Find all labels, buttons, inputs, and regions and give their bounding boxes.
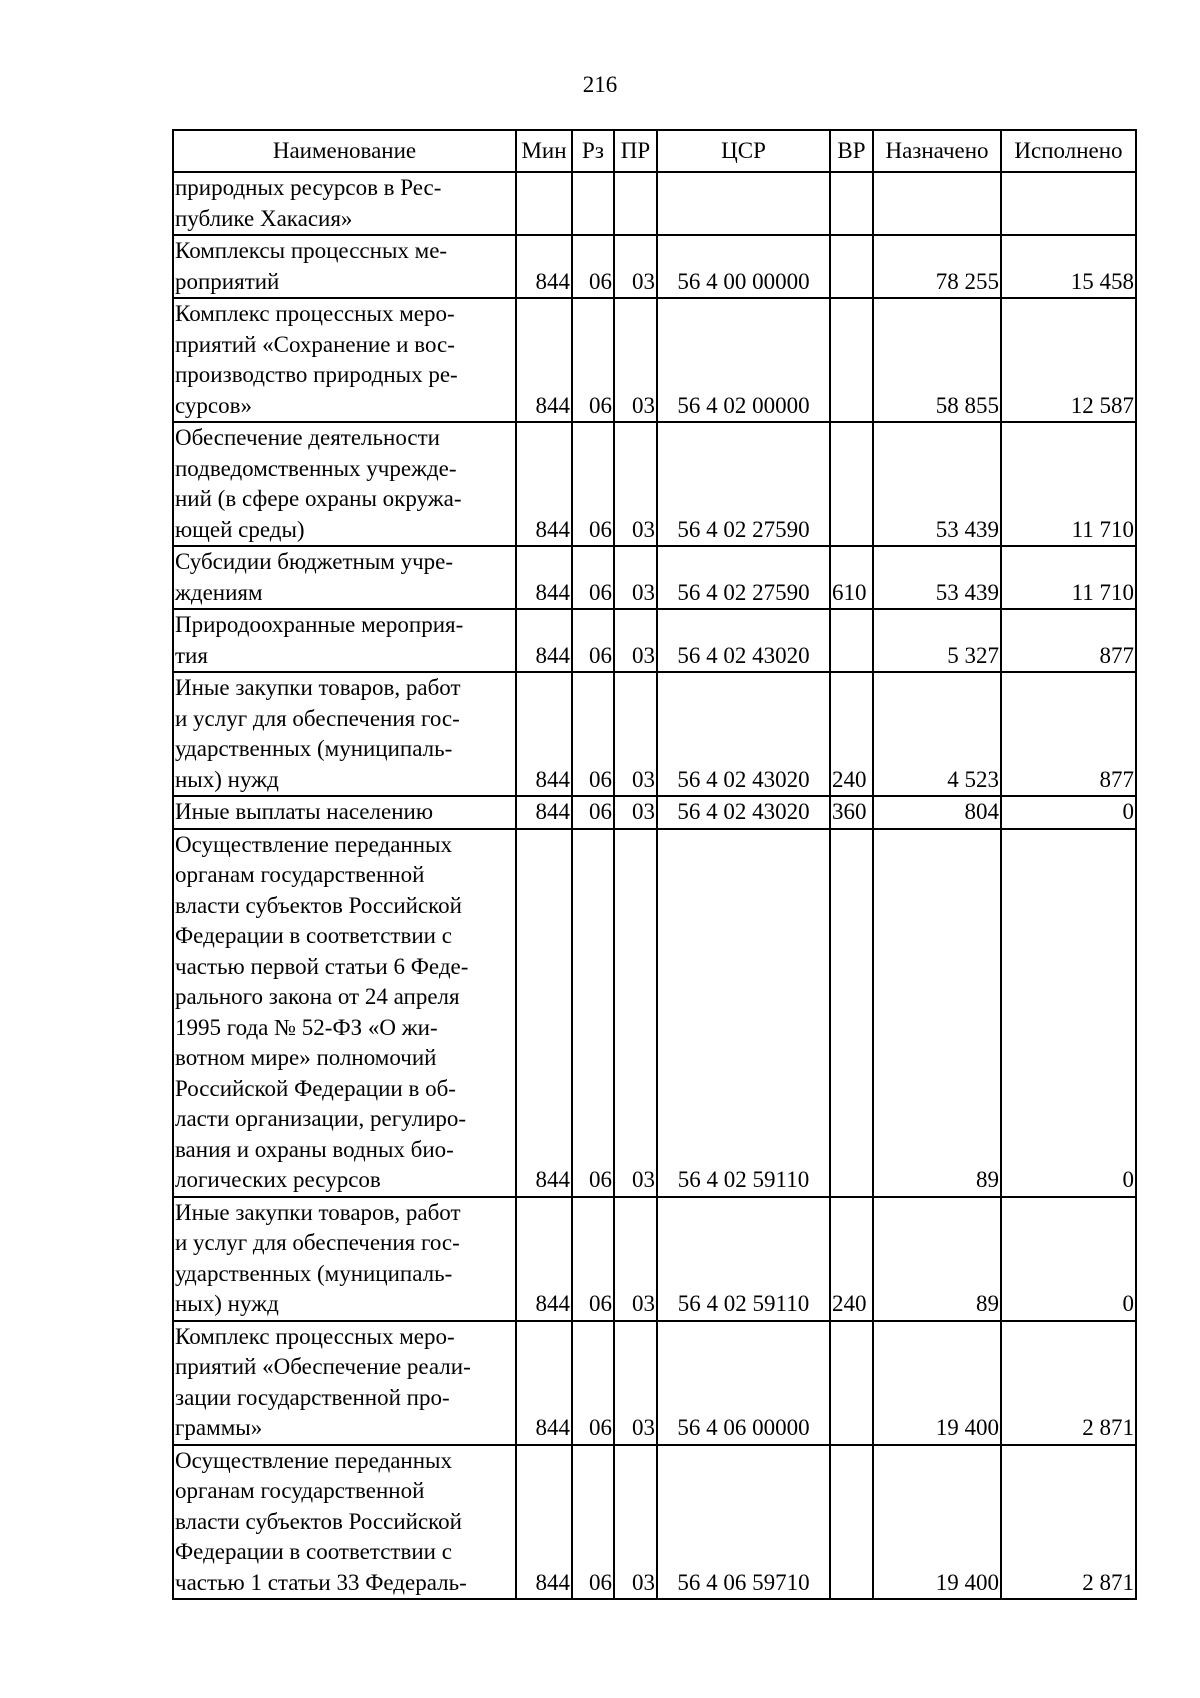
cell-assigned: 89 bbox=[873, 1197, 1001, 1321]
name-line: Природоохранные мероприя- bbox=[175, 612, 464, 637]
page-number: 216 bbox=[582, 72, 618, 97]
name-line: ударственных (муниципаль- bbox=[175, 736, 453, 761]
cell-executed: 15 458 bbox=[1001, 235, 1136, 298]
name-line: Комплекс процессных меро- bbox=[175, 1323, 455, 1349]
name-line: ний (в сфере охраны окружа- bbox=[175, 486, 462, 511]
cell-min: 844 bbox=[516, 298, 572, 422]
name-line: тия bbox=[175, 642, 208, 668]
cell-name bbox=[173, 1445, 516, 1600]
cell-name bbox=[173, 1197, 516, 1321]
cell-executed: 0 bbox=[1001, 1197, 1136, 1321]
header-csr: ЦСР bbox=[657, 130, 830, 172]
cell-vr: 610 bbox=[830, 546, 873, 609]
name-line: Иные закупки товаров, работ bbox=[175, 675, 461, 700]
cell-min: 844 bbox=[516, 829, 572, 1197]
cell-pr: 03 bbox=[614, 609, 657, 672]
cell-csr: 56 4 02 27590 bbox=[657, 422, 830, 546]
cell-rz: 06 bbox=[572, 235, 614, 298]
cell-csr: 56 4 02 59110 bbox=[657, 829, 830, 1197]
cell-rz: 06 bbox=[572, 672, 614, 796]
cell-executed: 2 871 bbox=[1001, 1445, 1136, 1600]
cell-pr: 03 bbox=[614, 796, 657, 829]
cell-executed: 877 bbox=[1001, 609, 1136, 672]
name-line: Федерации в соответствии с bbox=[175, 923, 452, 948]
cell-rz bbox=[572, 172, 614, 235]
table-row bbox=[173, 796, 1136, 829]
cell-assigned: 78 255 bbox=[873, 235, 1001, 298]
name-line: и услуг для обеспечения гос- bbox=[175, 705, 460, 731]
cell-pr: 03 bbox=[614, 546, 657, 609]
name-line: ждениям bbox=[175, 579, 263, 605]
cell-vr bbox=[830, 298, 873, 422]
cell-min bbox=[516, 172, 572, 235]
name-line: вотном мире» полномочий bbox=[175, 1045, 437, 1070]
cell-min: 844 bbox=[516, 235, 572, 298]
name-line: приятий «Обеспечение реали- bbox=[175, 1354, 471, 1379]
cell-csr: 56 4 06 00000 bbox=[657, 1321, 830, 1445]
cell-rz: 06 bbox=[572, 609, 614, 672]
name-line: и услуг для обеспечения гос- bbox=[175, 1230, 460, 1255]
cell-name bbox=[173, 796, 516, 829]
name-line: граммы» bbox=[175, 1415, 263, 1440]
cell-vr bbox=[830, 422, 873, 546]
cell-executed: 12 587 bbox=[1001, 298, 1136, 422]
cell-min: 844 bbox=[516, 672, 572, 796]
table-row bbox=[173, 235, 1136, 298]
cell-assigned bbox=[873, 172, 1001, 235]
cell-assigned: 53 439 bbox=[873, 546, 1001, 609]
cell-executed: 0 bbox=[1001, 829, 1136, 1197]
name-line: частью первой статьи 6 Феде- bbox=[175, 953, 469, 979]
name-line: ных) нужд bbox=[175, 766, 279, 792]
cell-pr: 03 bbox=[614, 298, 657, 422]
name-line: Российской Федерации в об- bbox=[175, 1075, 456, 1101]
cell-assigned: 19 400 bbox=[873, 1321, 1001, 1445]
header-vr: ВР bbox=[830, 130, 873, 172]
cell-min: 844 bbox=[516, 1197, 572, 1321]
name-line: рального закона от 24 апреля bbox=[175, 984, 460, 1009]
cell-rz: 06 bbox=[572, 422, 614, 546]
cell-pr bbox=[614, 172, 657, 235]
name-line: ющей среды) bbox=[175, 516, 305, 542]
cell-csr: 56 4 02 43020 bbox=[657, 609, 830, 672]
cell-pr: 03 bbox=[614, 235, 657, 298]
cell-rz: 06 bbox=[572, 1445, 614, 1600]
cell-pr: 03 bbox=[614, 829, 657, 1197]
cell-min: 844 bbox=[516, 546, 572, 609]
table-row bbox=[173, 672, 1136, 796]
name-line: частью 1 статьи 33 Федераль- bbox=[175, 1569, 467, 1595]
cell-name bbox=[173, 829, 516, 1197]
name-line: подведомственных учрежде- bbox=[175, 455, 457, 481]
cell-name bbox=[173, 1321, 516, 1445]
cell-name bbox=[173, 609, 516, 672]
cell-rz: 06 bbox=[572, 1197, 614, 1321]
name-line: зации государственной про- bbox=[175, 1384, 450, 1410]
cell-executed: 2 871 bbox=[1001, 1321, 1136, 1445]
cell-pr: 03 bbox=[614, 672, 657, 796]
name-line: производство природных ре- bbox=[175, 362, 458, 387]
cell-rz: 06 bbox=[572, 546, 614, 609]
name-line: роприятий bbox=[175, 268, 280, 294]
name-line: Комплекс процессных меро- bbox=[175, 301, 455, 326]
cell-pr: 03 bbox=[614, 1197, 657, 1321]
table-row bbox=[173, 546, 1136, 609]
cell-vr bbox=[830, 1321, 873, 1445]
cell-name bbox=[173, 235, 516, 298]
cell-executed: 0 bbox=[1001, 796, 1136, 829]
cell-vr bbox=[830, 172, 873, 235]
name-line: ных) нужд bbox=[175, 1291, 279, 1316]
cell-assigned: 5 327 bbox=[873, 609, 1001, 672]
cell-vr bbox=[830, 235, 873, 298]
cell-pr: 03 bbox=[614, 1321, 657, 1445]
cell-csr: 56 4 06 59710 bbox=[657, 1445, 830, 1600]
cell-executed: 877 bbox=[1001, 672, 1136, 796]
table-row bbox=[173, 1197, 1136, 1321]
cell-assigned: 58 855 bbox=[873, 298, 1001, 422]
budget-table bbox=[172, 129, 1137, 1600]
name-line: природных ресурсов в Рес- bbox=[175, 175, 442, 200]
cell-name bbox=[173, 422, 516, 546]
table-row bbox=[173, 609, 1136, 672]
header-executed: Исполнено bbox=[1001, 130, 1136, 172]
name-line: Иные выплаты населению bbox=[175, 799, 433, 824]
cell-name bbox=[173, 546, 516, 609]
cell-csr: 56 4 02 27590 bbox=[657, 546, 830, 609]
name-line: ударственных (муниципаль- bbox=[175, 1260, 453, 1286]
name-line: сурсов» bbox=[175, 392, 252, 418]
table-row bbox=[173, 829, 1136, 1197]
cell-min: 844 bbox=[516, 609, 572, 672]
name-line: приятий «Сохранение и вос- bbox=[175, 331, 455, 357]
cell-rz: 06 bbox=[572, 796, 614, 829]
cell-min: 844 bbox=[516, 1445, 572, 1600]
cell-min: 844 bbox=[516, 796, 572, 829]
cell-csr bbox=[657, 172, 830, 235]
table-row bbox=[173, 1321, 1136, 1445]
cell-vr: 360 bbox=[830, 796, 873, 829]
cell-min: 844 bbox=[516, 422, 572, 546]
cell-assigned: 53 439 bbox=[873, 422, 1001, 546]
cell-csr: 56 4 02 43020 bbox=[657, 796, 830, 829]
cell-csr: 56 4 00 00000 bbox=[657, 235, 830, 298]
cell-executed: 11 710 bbox=[1001, 546, 1136, 609]
table-row bbox=[173, 1445, 1136, 1600]
cell-rz: 06 bbox=[572, 829, 614, 1197]
cell-assigned: 19 400 bbox=[873, 1445, 1001, 1600]
cell-csr: 56 4 02 43020 bbox=[657, 672, 830, 796]
name-line: вания и охраны водных био- bbox=[175, 1136, 454, 1162]
cell-rz: 06 bbox=[572, 1321, 614, 1445]
cell-executed: 11 710 bbox=[1001, 422, 1136, 546]
cell-name bbox=[173, 672, 516, 796]
name-line: органам государственной bbox=[175, 1478, 425, 1503]
header-min: Мин bbox=[516, 130, 572, 172]
table-header-row bbox=[173, 130, 1136, 172]
table-row bbox=[173, 172, 1136, 235]
cell-vr: 240 bbox=[830, 1197, 873, 1321]
cell-assigned: 89 bbox=[873, 829, 1001, 1197]
name-line: органам государственной bbox=[175, 862, 425, 887]
cell-min: 844 bbox=[516, 1321, 572, 1445]
name-line: Субсидии бюджетным учре- bbox=[175, 549, 454, 574]
header-rz: Рз bbox=[572, 130, 614, 172]
name-line: Комплексы процессных ме- bbox=[175, 238, 448, 263]
name-line: публике Хакасия» bbox=[175, 205, 353, 231]
cell-executed bbox=[1001, 172, 1136, 235]
cell-assigned: 4 523 bbox=[873, 672, 1001, 796]
cell-csr: 56 4 02 00000 bbox=[657, 298, 830, 422]
cell-name bbox=[173, 172, 516, 235]
name-line: 1995 года № 52-ФЗ «О жи- bbox=[175, 1014, 438, 1040]
name-line: Иные закупки товаров, работ bbox=[175, 1199, 461, 1225]
header-assigned: Назначено bbox=[873, 130, 1001, 172]
name-line: Федерации в соответствии с bbox=[175, 1539, 452, 1564]
cell-rz: 06 bbox=[572, 298, 614, 422]
name-line: логических ресурсов bbox=[175, 1167, 381, 1192]
name-line: власти субъектов Российской bbox=[175, 892, 462, 918]
name-line: Обеспечение деятельности bbox=[175, 425, 440, 450]
cell-vr bbox=[830, 829, 873, 1197]
cell-name bbox=[173, 298, 516, 422]
header-pr: ПР bbox=[614, 130, 657, 172]
name-line: власти субъектов Российской bbox=[175, 1508, 462, 1534]
header-name: Наименование bbox=[173, 130, 516, 172]
table-row bbox=[173, 298, 1136, 422]
name-line: Осуществление переданных bbox=[175, 1447, 452, 1473]
cell-vr: 240 bbox=[830, 672, 873, 796]
cell-pr: 03 bbox=[614, 1445, 657, 1600]
cell-pr: 03 bbox=[614, 422, 657, 546]
table-row bbox=[173, 422, 1136, 546]
name-line: ласти организации, регулиро- bbox=[175, 1106, 467, 1131]
cell-assigned: 804 bbox=[873, 796, 1001, 829]
cell-csr: 56 4 02 59110 bbox=[657, 1197, 830, 1321]
table-body bbox=[173, 172, 1136, 1599]
cell-vr bbox=[830, 609, 873, 672]
name-line: Осуществление переданных bbox=[175, 831, 452, 857]
cell-vr bbox=[830, 1445, 873, 1600]
